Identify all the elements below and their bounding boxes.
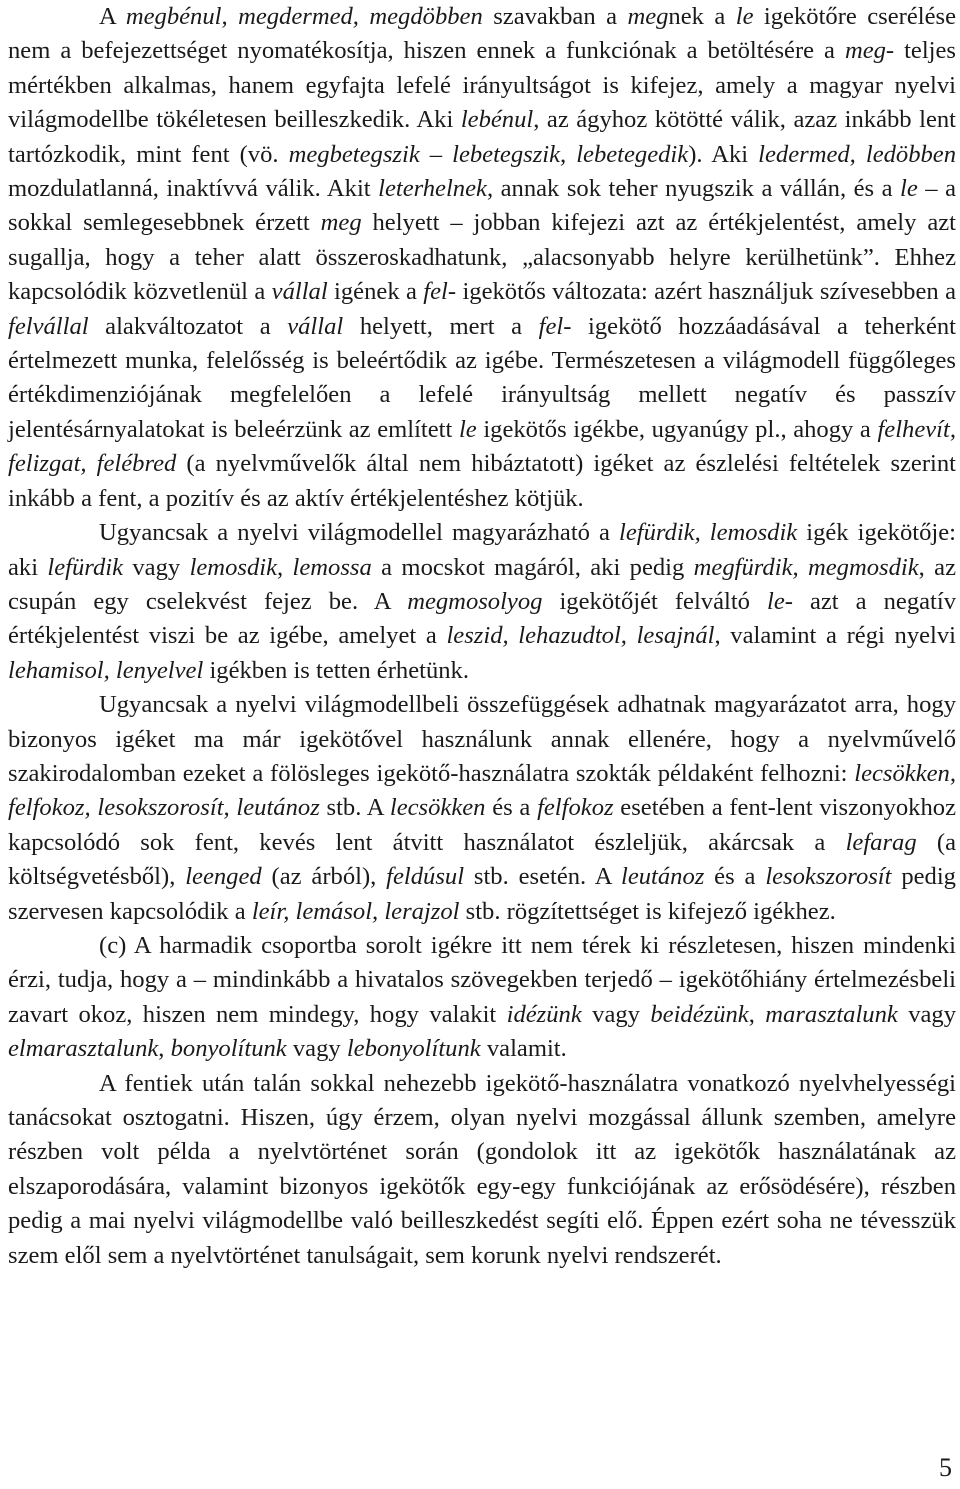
text-run: A fentiek után talán sokkal nehezebb igekötő-használatra vonatkozó nyelvhelyességi tanácsokat osztogatni. Hiszen, úgy érzem, olyan nyelvi mozgással állunk szemben, amelyre részben volt példa a nyelvtörténet során (gondolok itt az igekötők használatának az elszaporodására, valamint bizonyos igekötők egy-egy funkciójának az erősödésére), részben pedig a mai nyelvi világmodellbe való beilleszkedést segíti elő. Éppen ezért soha ne tévesszük szem elől sem a nyelvtörténet tanulságait, sem korunk nyelvi rendszerét. bbox=[8, 1069, 956, 1269]
text-run: valamit. bbox=[480, 1035, 567, 1063]
text-run: igének a bbox=[327, 278, 424, 306]
italic-term: felfokoz bbox=[537, 794, 614, 822]
text-run: , annak sok teher nyugszik a vállán, és a bbox=[486, 175, 901, 203]
paragraph-4 bbox=[8, 929, 956, 1067]
text-run: , az ágyhoz kötötté válik, azaz inkább lent tartózkodik, mint fent (vö. bbox=[8, 106, 956, 168]
text-run: igékben is tetten érhetünk. bbox=[203, 656, 469, 684]
text-run: nek a bbox=[668, 3, 736, 30]
text-run: vagy bbox=[897, 1000, 957, 1028]
page-number: 5 bbox=[939, 1453, 952, 1482]
italic-term: leír, lemásol, lerajzol bbox=[251, 897, 460, 925]
text-run: igekötőre cserélése nem a befejezettséget nyomatékosítja, hiszen ennek a funkciónak a betöltésére a bbox=[8, 3, 956, 65]
italic-term: elmarasztalunk bbox=[8, 1035, 159, 1063]
text-run: helyett – jobban kifejezi azt az értékjelentést, amely azt sugallja, hogy a teher alatt összeroskadhatunk, „alacsonyabb helyre kerülhetünk”. Ehhez kapcsolódik közvetlenül a bbox=[8, 209, 956, 306]
text-run: a mocskot magáról, aki pedig bbox=[371, 553, 694, 581]
paragraph-3 bbox=[8, 688, 956, 929]
italic-term: fel- bbox=[423, 278, 457, 306]
italic-term: feldúsul bbox=[386, 863, 465, 891]
document-page bbox=[8, 0, 956, 1273]
text-run: stb. A bbox=[319, 794, 390, 822]
italic-term: lecsökken bbox=[389, 794, 486, 822]
text-run: (a nyelvművelők által nem hibáztatott) igéket az észlelési feltételek szerint inkább a fent, a pozitív és az aktív értékjelentéshez kötjük. bbox=[8, 450, 957, 512]
text-run: igekötős változata: azért használjuk szívesebben a bbox=[456, 278, 956, 306]
text-run: Ugyancsak a nyelvi világmodellel magyarázható a bbox=[99, 519, 619, 547]
text-run: , bbox=[158, 1035, 171, 1063]
paragraph-1 bbox=[8, 0, 956, 516]
italic-term: idézünk bbox=[506, 1000, 582, 1028]
italic-term: felvállal bbox=[8, 312, 89, 340]
text-run: ). Aki bbox=[688, 140, 759, 168]
italic-term: beidézünk bbox=[650, 1000, 749, 1028]
italic-term: le bbox=[900, 175, 918, 203]
text-run: , valamint a régi nyelvi bbox=[714, 622, 957, 650]
text-run: vagy bbox=[123, 553, 190, 581]
text-run: , bbox=[277, 553, 293, 581]
text-run: , bbox=[748, 1000, 766, 1028]
italic-term: lefarag bbox=[845, 828, 917, 856]
italic-term: felhevít, felizgat, felébred bbox=[8, 415, 956, 478]
italic-term: ledermed, ledöbben bbox=[758, 140, 957, 168]
text-run: teljes mértékben alkalmas, hanem egyfajta lefelé irányultságot is kifejez, amely a magyar nyelvi világmodellbe tökéletesen beilleszkedik. Aki bbox=[8, 37, 956, 134]
text-run: vagy bbox=[581, 1000, 651, 1028]
italic-term: lecsökken, felfokoz, lesokszorosít, leutánoz bbox=[8, 759, 956, 822]
italic-term: le bbox=[458, 415, 477, 443]
text-run: szavakban a bbox=[482, 3, 628, 30]
italic-term: leterhelnek bbox=[378, 175, 487, 203]
italic-term: le bbox=[735, 3, 754, 30]
text-run: (c) A harmadik csoportba sorolt igékre itt nem térek ki részletesen, hiszen mindenki érzi, tudja, hogy a – mindinkább a hivatalos szövegekben terjedő – igekötőhiány értelmezésbeli zavart okoz, hiszen nem mindegy, hogy valakit bbox=[8, 931, 956, 1028]
text-run: stb. esetén. A bbox=[464, 863, 621, 891]
text-run: , az csupán egy cselekvést fejez be. A bbox=[8, 553, 957, 615]
italic-term: vállal bbox=[271, 278, 328, 306]
text-run: (a költségvetésből), bbox=[8, 828, 956, 891]
italic-term: leszid, lehazudtol, lesajnál bbox=[446, 622, 715, 650]
text-run: vagy bbox=[286, 1035, 347, 1063]
italic-term: meg bbox=[627, 3, 669, 30]
paragraph-5 bbox=[8, 1067, 956, 1273]
text-run: (az árból), bbox=[261, 863, 387, 891]
text-run: és a bbox=[485, 794, 538, 822]
italic-term: meg- bbox=[844, 37, 895, 65]
text-run: igekötős igékbe, ugyanúgy pl., ahogy a bbox=[476, 415, 878, 443]
italic-term: lefürdik bbox=[47, 553, 124, 581]
text-run: Ugyancsak a nyelvi világmodellbeli összefüggések adhatnak magyarázatot arra, hogy bizonyos igéket ma már igekötővel használunk annak ellenére, hogy a nyelvművelő szakirodalomban ezeket a fölösleges igekötő-használatra szokták példaként felhozni: bbox=[8, 691, 956, 787]
text-run: azt a negatív értékjelentést viszi be az igébe, amelyet a bbox=[8, 587, 956, 650]
text-run: igék igekötője: aki bbox=[8, 519, 956, 581]
italic-term: marasztalunk bbox=[765, 1000, 898, 1028]
text-run: igekötőjét felváltó bbox=[542, 587, 767, 615]
italic-term: megfürdik, megmosdik bbox=[693, 553, 919, 581]
italic-term: bonyolítunk bbox=[170, 1035, 287, 1063]
text-run: esetében a fent-lent viszonyokhoz kapcsolódó sok fent, kevés lent átvitt használatot észleljük, akárcsak a bbox=[8, 794, 956, 856]
text-run: – a sokkal semlegesebbnek érzett bbox=[8, 175, 956, 237]
paragraph-2 bbox=[8, 516, 956, 688]
text-run: mozdulatlanná, inaktívvá válik. Akit bbox=[8, 175, 379, 203]
text-run: alakváltozatot a bbox=[88, 312, 288, 340]
italic-term: lehamisol, lenyelvel bbox=[8, 656, 204, 684]
italic-term: lemossa bbox=[292, 553, 372, 581]
text-run: A bbox=[99, 3, 126, 30]
italic-term: leutánoz bbox=[620, 863, 705, 891]
text-run: és a bbox=[704, 863, 766, 891]
italic-term: leenged bbox=[185, 863, 262, 891]
text-run: helyett, mert a bbox=[343, 312, 539, 340]
italic-term: le- bbox=[767, 587, 793, 615]
italic-term: lebonyolítunk bbox=[346, 1035, 481, 1063]
text-run: igekötő hozzáadásával a teherként értelmezett munka, felelősség is beleértődik az igébe. Természetesen a világmodell függőleges értékdimenziójának megfelelően a lefelé irányultság mellett negatív és passzív jelentésárnyalatokat is beleérzünk az említett bbox=[8, 312, 957, 443]
italic-term: lemosdik bbox=[189, 553, 277, 581]
italic-term: lefürdik, lemosdik bbox=[619, 519, 798, 547]
italic-term: vállal bbox=[287, 312, 344, 340]
italic-term: lesokszorosít bbox=[765, 863, 892, 891]
italic-term: megbénul, megdermed, megdöbben bbox=[125, 3, 483, 30]
text-run: pedig szervesen kapcsolódik a bbox=[8, 863, 956, 925]
italic-term: megbetegszik – lebetegszik, lebetegedik bbox=[288, 140, 689, 168]
italic-term: lebénul bbox=[460, 106, 534, 134]
text-run: stb. rögzítettséget is kifejező igékhez. bbox=[459, 897, 836, 925]
italic-term: meg bbox=[320, 209, 362, 237]
italic-term: fel- bbox=[538, 312, 572, 340]
italic-term: megmosolyog bbox=[407, 587, 543, 615]
